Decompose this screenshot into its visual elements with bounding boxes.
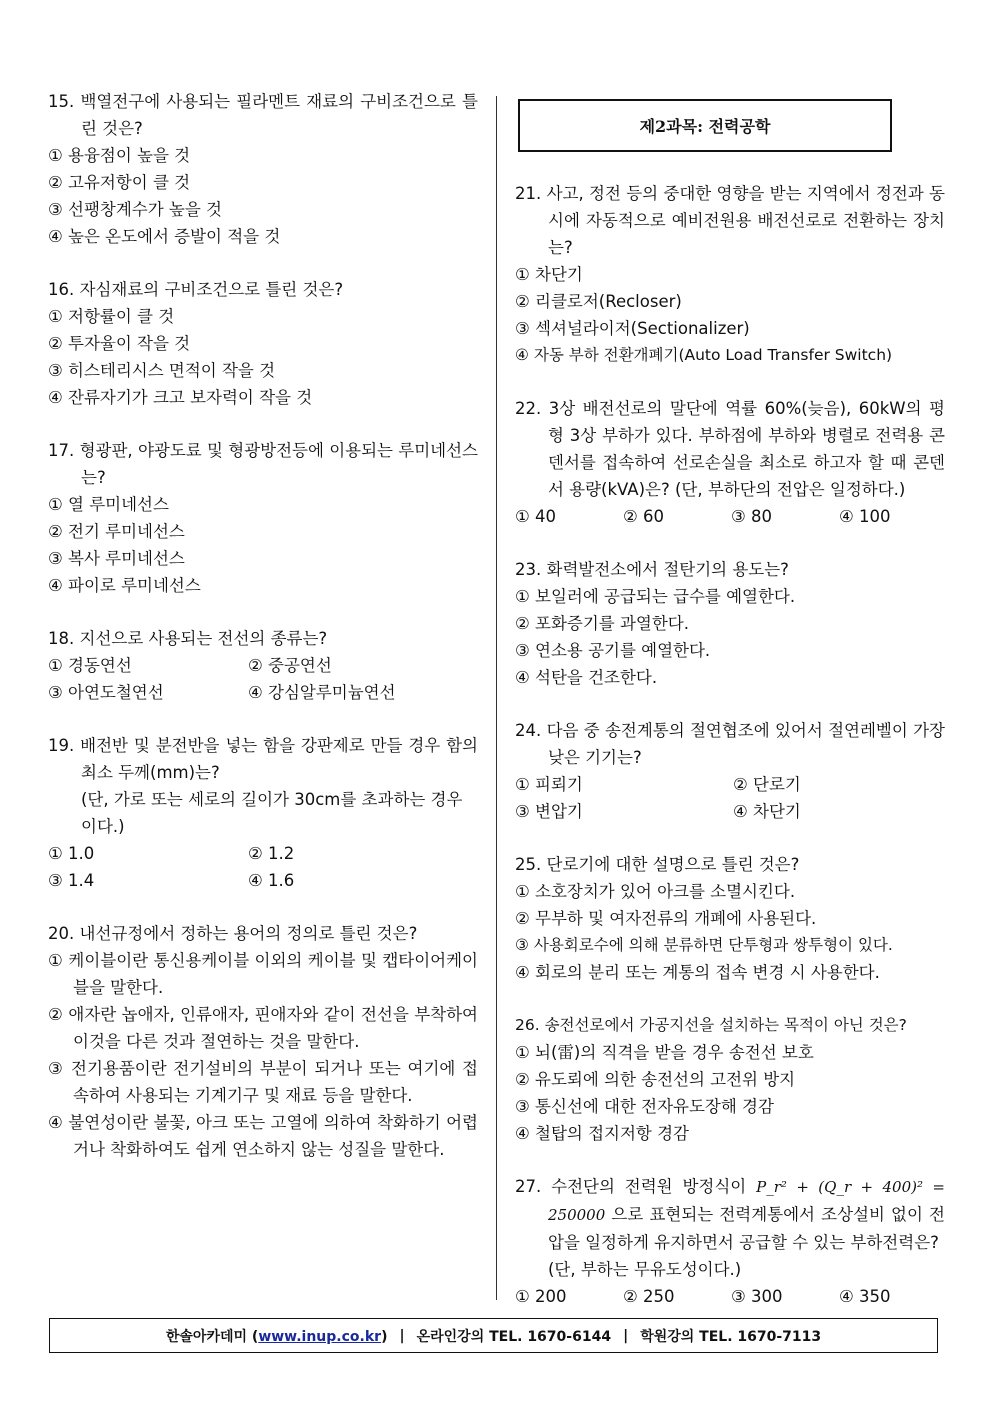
option-3: ③ 80 [731, 507, 773, 526]
question-stem: 18. 지선으로 사용되는 전선의 종류는? [48, 629, 328, 648]
question-20 [48, 920, 478, 1163]
option-1: ① 차단기 [515, 265, 583, 284]
question-stem: 16. 자심재료의 구비조건으로 틀린 것은? [48, 280, 344, 299]
power-circle-formula: P_r² + (Q_r + 400)² = 250000 [548, 1178, 945, 1224]
option-3: ③ 선팽창계수가 높을 것 [48, 200, 222, 219]
option-2: ② 리클로저(Recloser) [515, 292, 682, 311]
question-21 [515, 180, 945, 369]
option-1: ① 저항률이 클 것 [48, 307, 175, 326]
option-3: ③ 통신선에 대한 전자유도장해 경감 [515, 1097, 774, 1116]
question-stem: 15. 백열전구에 사용되는 필라멘트 재료의 구비조건으로 틀린 것은? [48, 92, 479, 138]
question-17 [48, 437, 478, 599]
question-stem: 25. 단로기에 대한 설명으로 틀린 것은? [515, 855, 800, 874]
option-4: ④ 철탑의 접지저항 경감 [515, 1124, 689, 1143]
option-2: ② 유도뢰에 의한 송전선의 고전위 방지 [515, 1070, 796, 1089]
option-2: ② 단로기 [733, 775, 801, 794]
option-4: ④ 잔류자기가 크고 보자력이 작을 것 [48, 388, 313, 407]
option-1: ① 피뢰기 [515, 775, 583, 794]
subject-title-box [518, 99, 892, 152]
question-22 [515, 395, 945, 530]
option-4: ④ 석탄을 건조한다. [515, 668, 658, 687]
option-1: ① 용융점이 높을 것 [48, 146, 191, 165]
footer-separator: | [623, 1327, 629, 1344]
option-3: ③ 사용회로수에 의해 분류하면 단투형과 쌍투형이 있다. [515, 936, 893, 954]
question-stem: 21. 사고, 정전 등의 중대한 영향을 받는 지역에서 정전과 동시에 자동적으로 예비전원용 배전선로로 전환하는 장치는? [515, 184, 945, 257]
footer-academy: 한솔아카데미 (www.inup.co.kr) [165, 1328, 388, 1345]
option-1: ① 열 루미네선스 [48, 495, 169, 514]
option-2: ② 250 [623, 1287, 675, 1306]
option-1: ① 보일러에 공급되는 급수를 예열한다. [515, 587, 796, 606]
question-25 [515, 851, 945, 986]
option-4: ④ 1.6 [248, 871, 295, 890]
footer-offline-tel: 학원강의 TEL. 1670-7113 [640, 1328, 822, 1345]
options-grid [515, 503, 945, 530]
option-4: ④ 차단기 [733, 802, 801, 821]
option-4: ④ 회로의 분리 또는 계통의 접속 변경 시 사용한다. [515, 963, 880, 982]
question-23 [515, 556, 945, 691]
option-4: ④ 100 [839, 507, 891, 526]
option-3: ③ 섹셔널라이저(Sectionalizer) [515, 319, 750, 338]
question-27 [515, 1173, 945, 1310]
option-2: ② 전기 루미네선스 [48, 522, 185, 541]
option-2: ② 무부하 및 여자전류의 개폐에 사용된다. [515, 909, 817, 928]
option-3: ③ 히스테리시스 면적이 작을 것 [48, 361, 276, 380]
question-note: (단, 부하는 무유도성이다.) [548, 1260, 742, 1279]
options-grid [515, 771, 945, 825]
question-stem: 20. 내선규정에서 정하는 용어의 정의로 틀린 것은? [48, 924, 418, 943]
right-column [515, 180, 945, 1336]
option-1: ① 40 [515, 507, 557, 526]
option-3: ③ 300 [731, 1287, 783, 1306]
question-stem: 22. 3상 배전선로의 말단에 역률 60%(늦음), 60kW의 평형 3상 부하가 있다. 부하점에 부하와 병렬로 전력용 콘덴서를 접속하여 선로손실을 최소로 하고자 할 때 콘덴서 용량(kVA)은? (단, 부하단의 전압은 일정하다.) [515, 399, 945, 499]
options-grid [48, 652, 478, 706]
option-2: ② 고유저항이 클 것 [48, 173, 191, 192]
option-3: ③ 전기용품이란 전기설비의 부분이 되거나 또는 여기에 접속하여 사용되는 기계기구 및 재료 등을 말한다. [48, 1059, 478, 1105]
question-stem: 19. 배전반 및 분전반을 넣는 함을 강판제로 만들 경우 함의 최소 두께(mm)는? [48, 736, 478, 782]
footer-separator: | [399, 1327, 405, 1344]
column-divider [496, 96, 497, 1300]
question-stem: 23. 화력발전소에서 절탄기의 용도는? [515, 560, 789, 579]
left-column [48, 88, 478, 1189]
option-4: ④ 350 [839, 1287, 891, 1306]
question-24 [515, 717, 945, 825]
question-15 [48, 88, 478, 250]
question-18 [48, 625, 478, 706]
option-4: ④ 불연성이란 불꽃, 아크 또는 고열에 의하여 착화하기 어렵거나 착화하여도 쉽게 연소하지 않는 성질을 말한다. [48, 1113, 478, 1159]
subject-title: 제2과목: 전력공학 [639, 117, 771, 136]
footer-online-tel: 온라인강의 TEL. 1670-6144 [416, 1328, 612, 1345]
option-3: ③ 연소용 공기를 예열한다. [515, 641, 711, 660]
question-stem: 24. 다음 중 송전계통의 절연협조에 있어서 절연레벨이 가장 낮은 기기는? [515, 721, 945, 767]
question-stem: 27. 수전단의 전력원 방정식이 P_r² + (Q_r + 400)² = 250000 으로 표현되는 전력계통에서 조상설비 없이 전압을 일정하게 유지하면서 공급할 수 있는 부하전력은? [515, 1177, 945, 1252]
question-19 [48, 732, 478, 894]
option-4: ④ 파이로 루미네선스 [48, 576, 201, 595]
option-2: ② 60 [623, 507, 665, 526]
option-4: ④ 자동 부하 전환개폐기(Auto Load Transfer Switch) [515, 346, 893, 364]
option-2: ② 투자율이 작을 것 [48, 334, 191, 353]
option-1: ① 경동연선 [48, 656, 132, 675]
option-1: ① 뇌(雷)의 직격을 받을 경우 송전선 보호 [515, 1043, 814, 1062]
question-26 [515, 1012, 945, 1147]
option-3: ③ 아연도철연선 [48, 683, 164, 702]
footer-bar [49, 1318, 938, 1353]
option-4: ④ 높은 온도에서 증발이 적을 것 [48, 227, 281, 246]
question-note: (단, 가로 또는 세로의 길이가 30cm를 초과하는 경우이다.) [81, 790, 463, 836]
option-2: ② 포화증기를 과열한다. [515, 614, 689, 633]
option-3: ③ 1.4 [48, 871, 95, 890]
option-3: ③ 복사 루미네선스 [48, 549, 185, 568]
option-4: ④ 강심알루미늄연선 [248, 683, 396, 702]
options-grid [515, 1283, 945, 1310]
question-16 [48, 276, 478, 411]
option-3: ③ 변압기 [515, 802, 583, 821]
question-stem: 26. 송전선로에서 가공지선을 설치하는 목적이 아닌 것은? [515, 1016, 907, 1034]
option-1: ① 1.0 [48, 844, 95, 863]
footer-url-link[interactable]: www.inup.co.kr [258, 1328, 382, 1345]
option-1: ① 200 [515, 1287, 567, 1306]
option-2: ② 중공연선 [248, 656, 332, 675]
option-1: ① 소호장치가 있어 아크를 소멸시킨다. [515, 882, 796, 901]
option-2: ② 애자란 놉애자, 인류애자, 핀애자와 같이 전선을 부착하여 이것을 다른 것과 절연하는 것을 말한다. [48, 1005, 478, 1051]
question-stem: 17. 형광판, 야광도료 및 형광방전등에 이용되는 루미네선스는? [48, 441, 478, 487]
option-2: ② 1.2 [248, 844, 295, 863]
options-grid [48, 840, 478, 894]
option-1: ① 케이블이란 통신용케이블 이외의 케이블 및 캡타이어케이블을 말한다. [48, 951, 478, 997]
